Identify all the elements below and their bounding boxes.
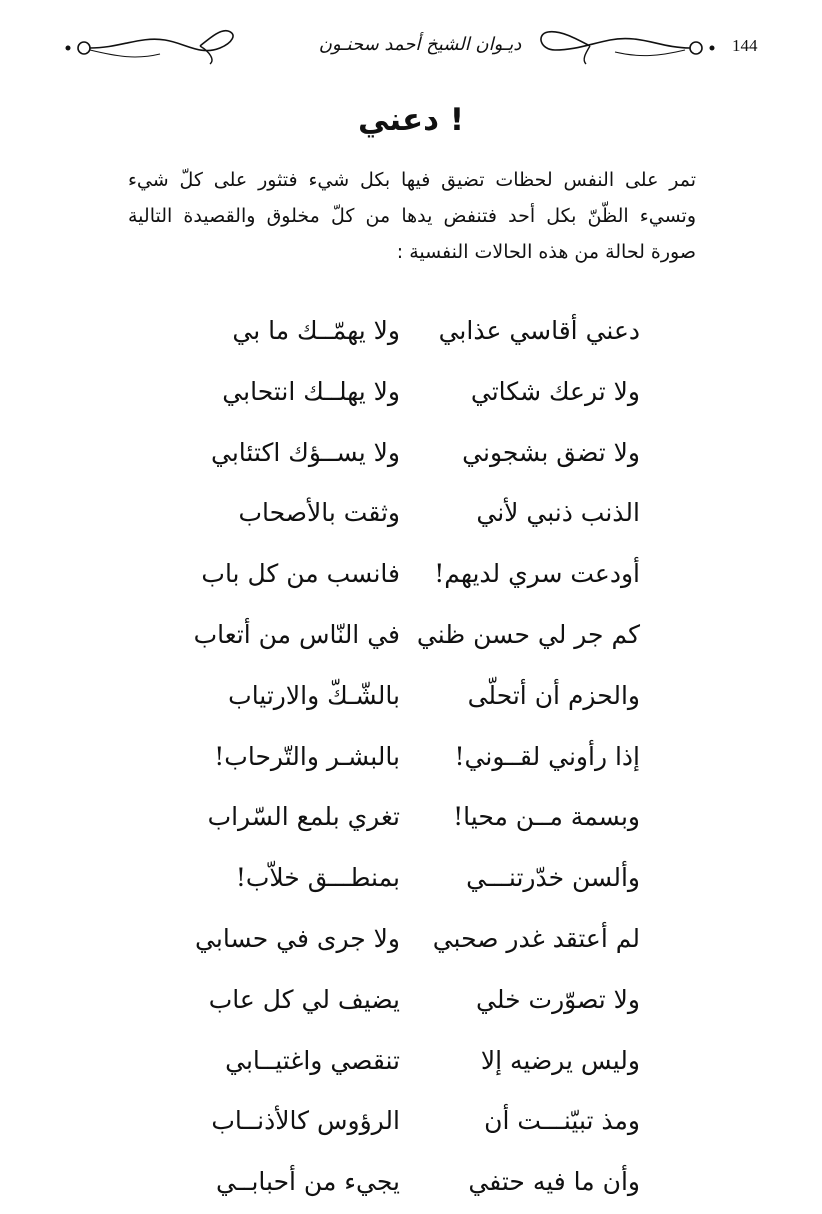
intro-line: تمر على النفس لحظات تضيق فيها بكل شيء فتثور على كلّ شيء xyxy=(128,169,696,191)
verse xyxy=(180,1092,640,1153)
verse-first-hemistich: لم أعتقد غدر صحبي xyxy=(432,923,640,953)
verse-second-hemistich: ولا جرى في حسابي xyxy=(195,923,400,953)
flourish-ornament-icon xyxy=(530,26,720,70)
verse-second-hemistich: الرؤوس كالأذنــاب xyxy=(211,1106,400,1136)
verse-first-hemistich: وليس يرضيه إلا xyxy=(480,1045,640,1075)
verse xyxy=(180,302,640,363)
running-header xyxy=(60,22,770,72)
poem-verses xyxy=(180,302,640,1214)
verse xyxy=(180,363,640,424)
verse-second-hemistich: بمنطـــق خلاّب! xyxy=(235,863,400,893)
verse-second-hemistich: فانسب من كل باب xyxy=(201,559,400,589)
verse-first-hemistich: أودعت سري لديهم! xyxy=(434,559,640,589)
intro-line: صورة لحالة من هذه الحالات النفسية : xyxy=(396,241,696,263)
poem-title: دعني ! xyxy=(357,102,465,138)
verse xyxy=(180,606,640,667)
verse-second-hemistich: يجيء من أحبابــي xyxy=(215,1167,400,1197)
verse xyxy=(180,1032,640,1093)
verse xyxy=(180,788,640,849)
verse-second-hemistich: تنقصي واغتيــابي xyxy=(225,1045,400,1075)
verse-second-hemistich: ولا يســؤك اكتئابي xyxy=(210,437,400,467)
poem-introduction xyxy=(128,162,696,270)
verse xyxy=(180,484,640,545)
verse-first-hemistich: وأن ما فيه حتفي xyxy=(468,1167,640,1197)
verse-second-hemistich: يضيف لي كل عاب xyxy=(208,984,400,1014)
verse-second-hemistich: تغري بلمع السّراب xyxy=(207,802,400,832)
verse-first-hemistich: ولا ترعك شكاتي xyxy=(470,376,640,406)
verse xyxy=(180,545,640,606)
verse-first-hemistich: إذا رأوني لقــوني! xyxy=(454,741,640,771)
intro-line: وتسيء الظّنّ بكل أحد فتنفض يدها من كلّ مخلوق والقصيدة التالية xyxy=(128,205,696,227)
verse-first-hemistich: كم جر لي حسن ظني xyxy=(416,619,640,649)
verse-first-hemistich: دعني أقاسي عذابي xyxy=(438,316,640,345)
verse-first-hemistich: الذنب ذنبي لأني xyxy=(476,498,640,528)
verse-second-hemistich: ولا يهلــك انتحابي xyxy=(222,376,400,406)
verse xyxy=(180,910,640,971)
verse xyxy=(180,971,640,1032)
verse-second-hemistich: ولا يهمّــك ما بي xyxy=(232,316,400,345)
verse xyxy=(180,849,640,910)
verse xyxy=(180,667,640,728)
verse-first-hemistich: ولا تضق بشجوني xyxy=(462,437,640,467)
verse xyxy=(180,728,640,789)
page-number: 144 xyxy=(732,36,758,55)
verse xyxy=(180,1153,640,1214)
verse-first-hemistich: والحزم أن أتحلّى xyxy=(467,680,640,710)
verse-second-hemistich: بالشّـكّ والارتياب xyxy=(228,680,400,710)
verse-second-hemistich: بالبشـر والتّرحاب! xyxy=(214,741,400,771)
verse-first-hemistich: ومذ تبيّنـــت أن xyxy=(484,1106,640,1136)
verse-first-hemistich: وألسن خدّرتنـــي xyxy=(466,863,640,893)
flourish-ornament-icon xyxy=(60,26,245,70)
verse-first-hemistich: ولا تصوّرت خلي xyxy=(476,984,640,1014)
verse-second-hemistich: وثقت بالأصحاب xyxy=(238,498,400,528)
running-title: ديـوان الشيخ أحمد سحنـون xyxy=(318,34,522,55)
verse-second-hemistich: في النّاس من أتعاب xyxy=(193,619,400,649)
verse-first-hemistich: وبسمة مــن محيا! xyxy=(453,802,640,832)
verse xyxy=(180,424,640,485)
